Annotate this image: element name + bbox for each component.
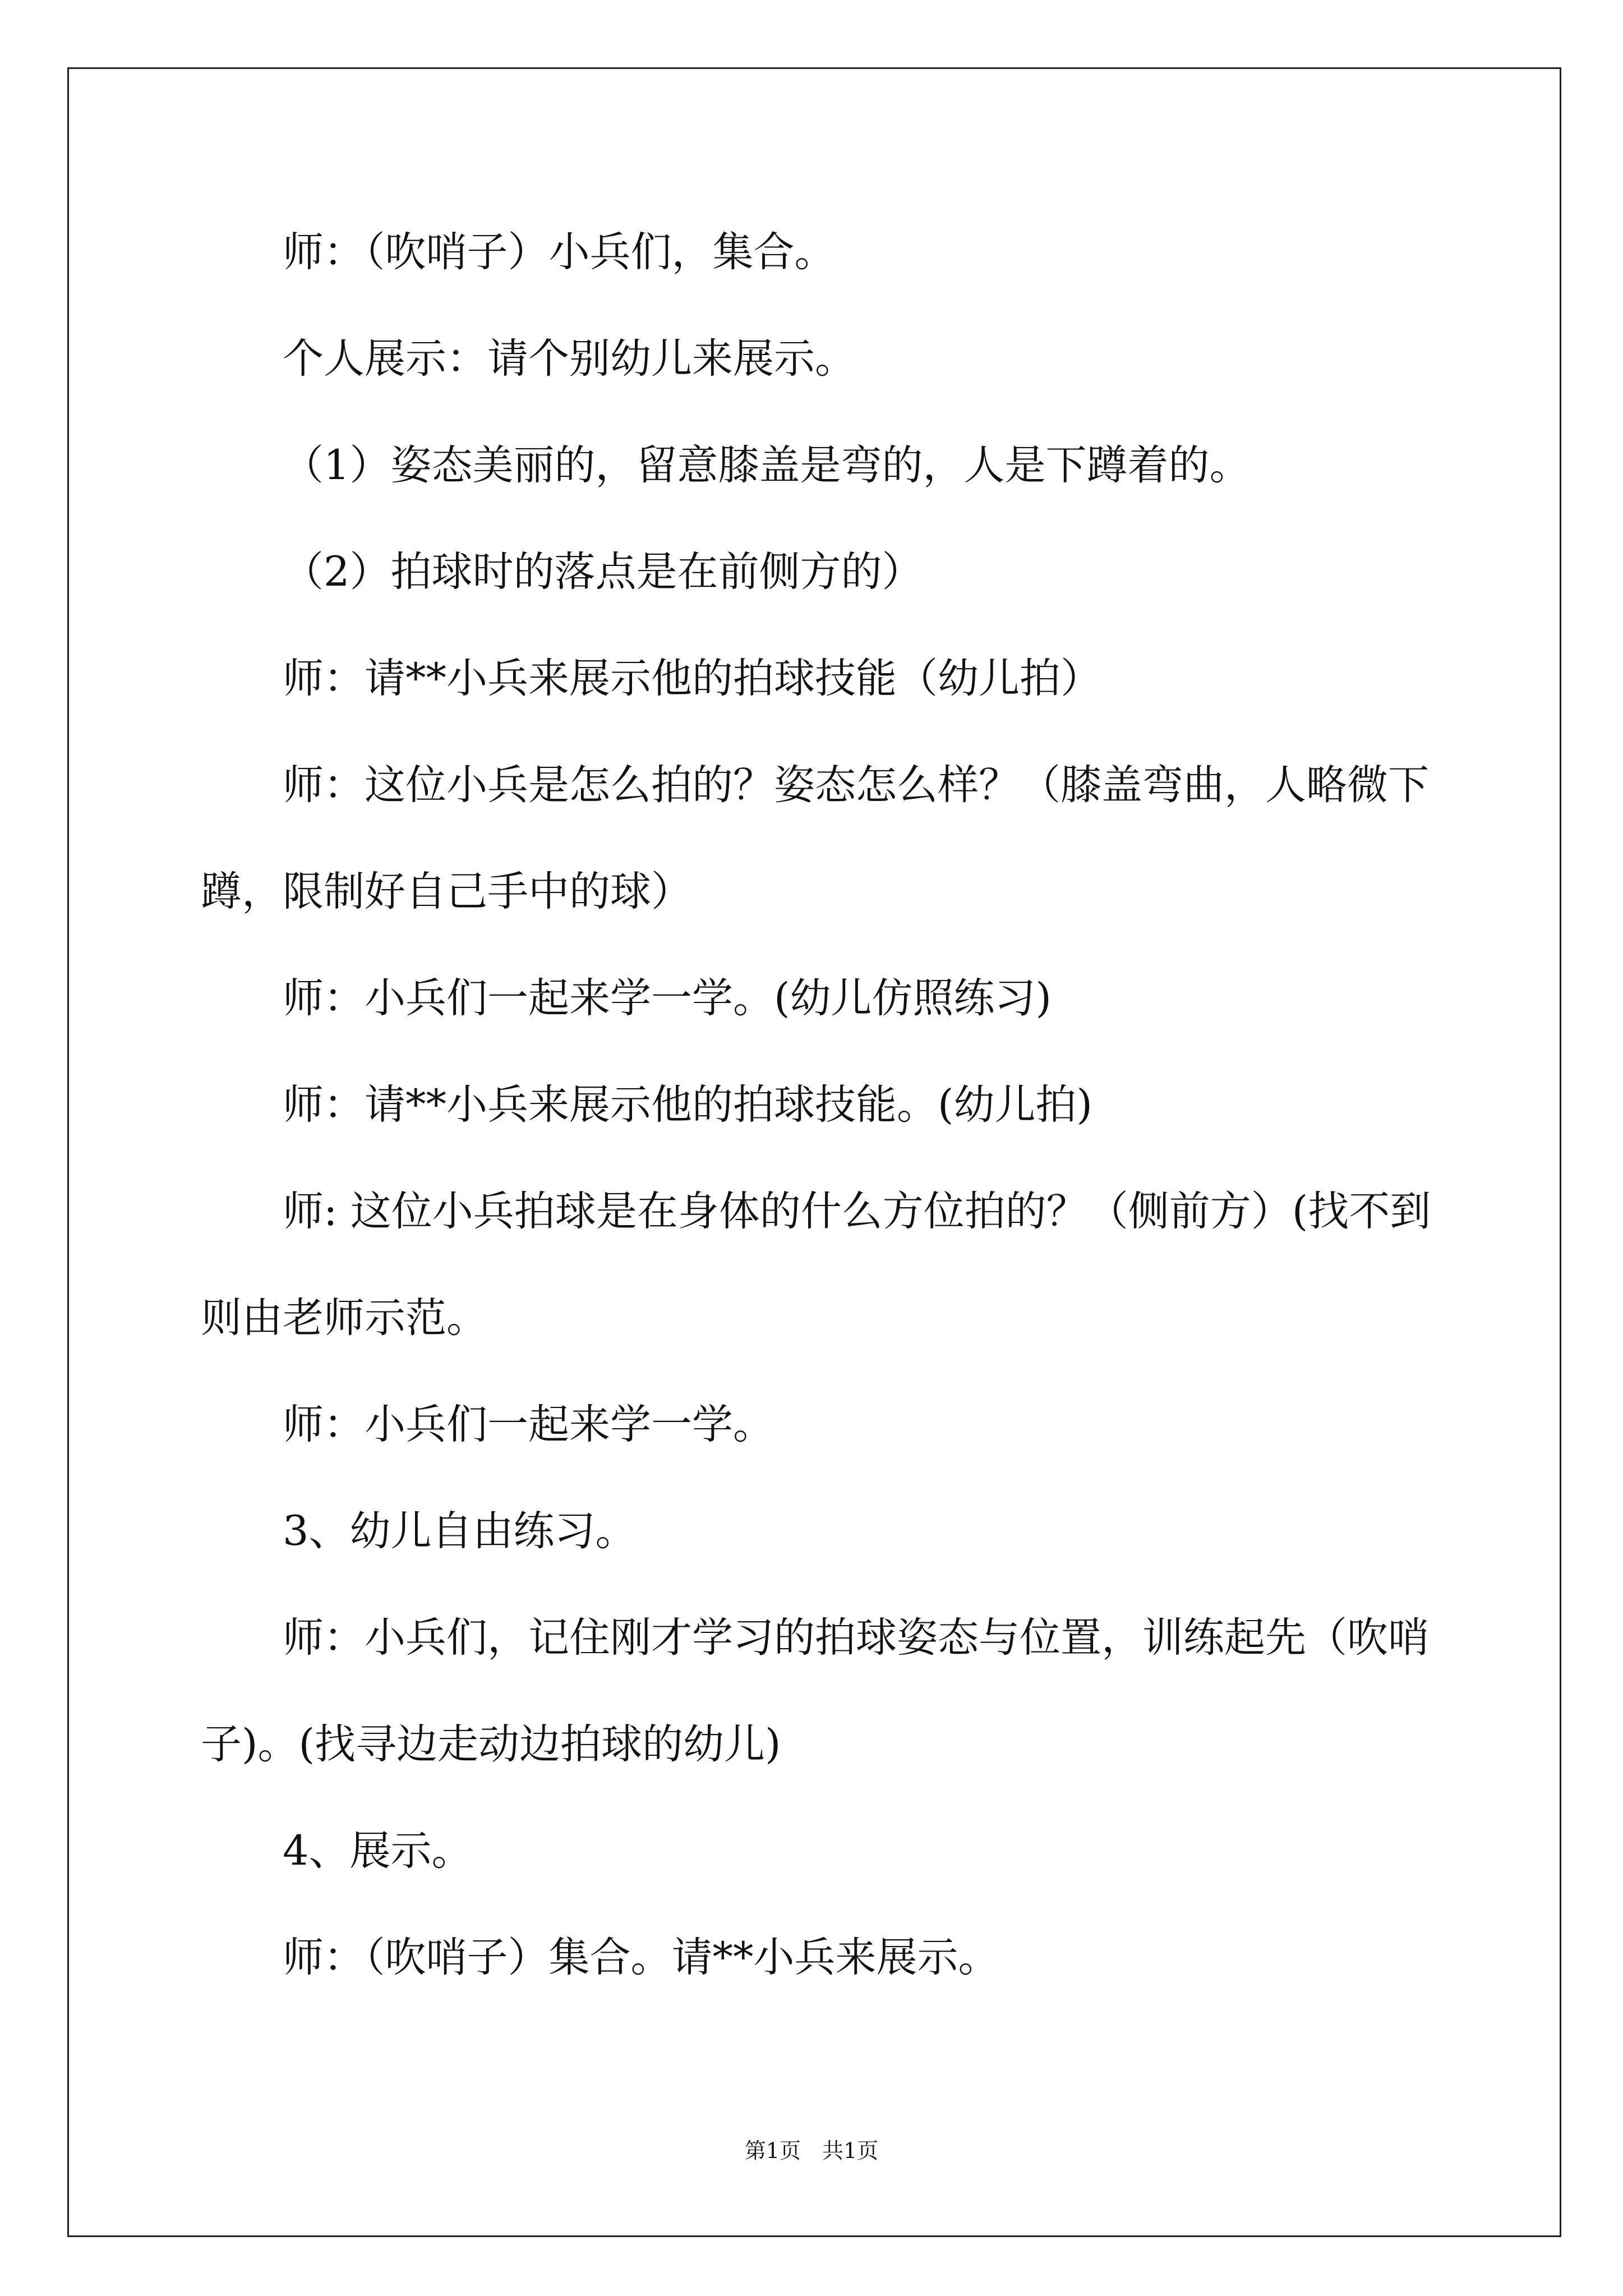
paragraph-line: 师：这位小兵是怎么拍的？姿态怎么样？（膝盖弯曲，人略微下	[283, 761, 1429, 809]
paragraph-line: 师：小兵们一起来学一学。	[283, 1401, 774, 1448]
paragraph-line: 师：（吹哨子）小兵们，集合。	[283, 228, 836, 276]
paragraph-line: 师：（吹哨子）集合。请**小兵来展示。	[283, 1934, 999, 1981]
paragraph-line: 师: 这位小兵拍球是在身体的什么方位拍的？（侧前方）(找不到	[283, 1188, 1431, 1235]
paragraph-continuation-line: 则由老师示范。	[201, 1294, 487, 1342]
paragraph-line: 师：小兵们一起来学一学。(幼儿仿照练习)	[283, 974, 1052, 1022]
paragraph-line: 3、幼儿自由练习。	[283, 1507, 637, 1555]
paragraph-line: （2）拍球时的落点是在前侧方的）	[283, 548, 923, 596]
paragraph-continuation-line: 蹲，限制好自己手中的球）	[201, 868, 692, 915]
paragraph-line: 师：请**小兵来展示他的拍球技能（幼儿拍）	[283, 655, 1101, 702]
document-body	[201, 199, 1491, 2011]
paragraph-line: 师：请**小兵来展示他的拍球技能。(幼儿拍)	[283, 1081, 1092, 1129]
paragraph-line: （1）姿态美丽的，留意膝盖是弯的，人是下蹲着的。	[283, 441, 1251, 489]
paragraph-continuation-line: 子)。(找寻边走动边拍球的幼儿)	[201, 1720, 781, 1768]
paragraph-line: 个人展示：请个别幼儿来展示。	[283, 335, 856, 383]
page-number-footer: 第1页 共1页	[744, 2138, 879, 2163]
paragraph-line: 师：小兵们，记住刚才学习的拍球姿态与位置，训练起先（吹哨	[283, 1614, 1429, 1662]
paragraph-line: 4、展示。	[283, 1827, 473, 1875]
